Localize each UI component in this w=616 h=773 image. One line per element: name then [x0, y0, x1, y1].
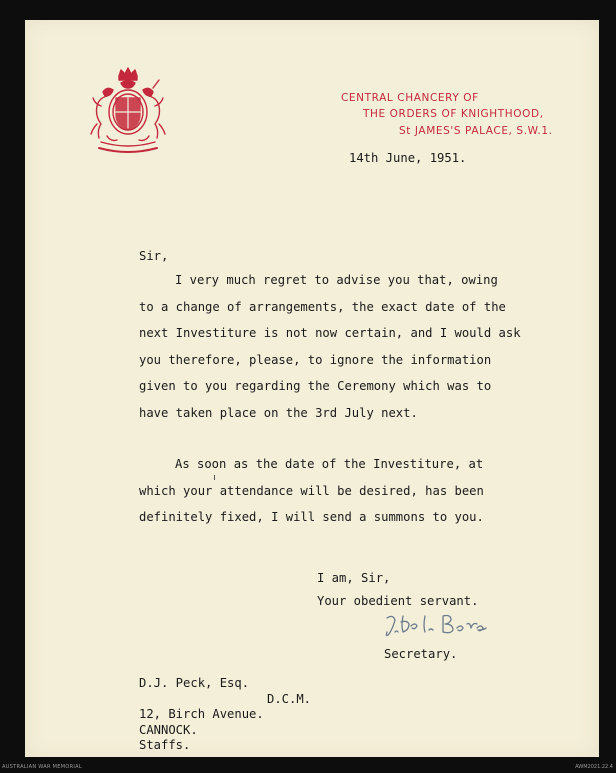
- closing-line: I am, Sir,: [317, 571, 391, 585]
- closing-valediction: Your obedient servant.: [317, 594, 479, 608]
- addressee-town: CANNOCK.: [139, 722, 198, 737]
- paragraph-line: I very much regret to advise you that, owing: [175, 273, 498, 287]
- royal-coat-of-arms-icon: [83, 66, 173, 158]
- paragraph-1: [139, 273, 521, 432]
- salutation: Sir,: [139, 249, 169, 263]
- handwritten-signature: [381, 610, 491, 640]
- paragraph-2: [139, 457, 484, 537]
- addressee-name: D.J. Peck, Esq.: [139, 676, 250, 690]
- letterhead-line-1: CENTRAL CHANCERY OF: [341, 92, 479, 104]
- paragraph-line: As soon as the date of the Investiture, at: [175, 457, 484, 471]
- addressee-street: 12, Birch Avenue.: [139, 707, 264, 721]
- letter-page: [25, 20, 599, 757]
- addressee-honours: D.C.M.: [267, 691, 312, 706]
- signatory-title: Secretary.: [384, 647, 458, 661]
- paragraph-line: have taken place on the 3rd July next.: [139, 405, 418, 420]
- archive-reference: AWM2021.22.4: [575, 764, 613, 770]
- paragraph-line: to a change of arrangements, the exact date of the: [139, 299, 506, 314]
- paragraph-line: next Investiture is not now certain, and I would ask: [139, 326, 521, 340]
- paragraph-line: which your attendance will be desired, has been: [139, 483, 484, 498]
- addressee-block: [139, 676, 311, 754]
- letterhead-line-2: THE ORDERS OF KNIGHTHOOD,: [363, 108, 544, 120]
- paragraph-line: definitely fixed, I will send a summons to you.: [139, 510, 484, 524]
- paragraph-line: you therefore, please, to ignore the information: [139, 352, 492, 367]
- archive-credit: AUSTRALIAN WAR MEMORIAL: [2, 764, 82, 770]
- addressee-county: Staffs.: [139, 738, 191, 752]
- letter-date: 14th June, 1951.: [349, 151, 467, 165]
- letterhead-line-3: St JAMES'S PALACE, S.W.1.: [399, 125, 553, 137]
- paragraph-line: given to you regarding the Ceremony which was to: [139, 379, 492, 393]
